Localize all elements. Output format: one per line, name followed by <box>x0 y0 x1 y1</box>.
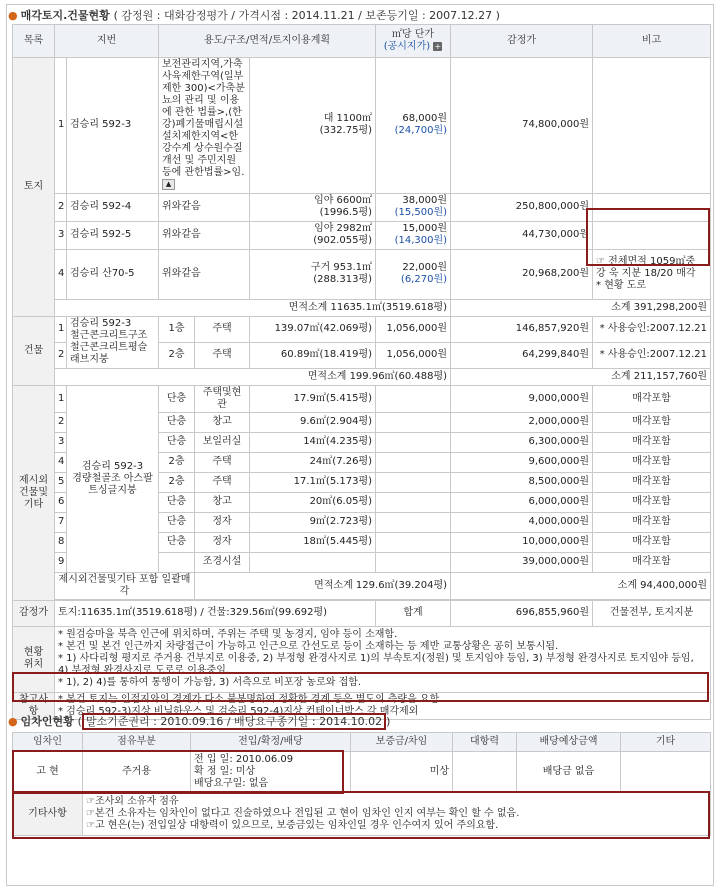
building-note: * 사용승인:2007.12.21 <box>593 316 711 342</box>
building-value: 64,299,840원 <box>451 342 593 368</box>
land-address: 검승리 592-5 <box>67 221 159 249</box>
land-address: 검승리 592-4 <box>67 193 159 221</box>
location-row <box>13 626 711 692</box>
land-note <box>593 193 711 221</box>
land-value: 74,800,000원 <box>451 58 593 194</box>
land-plan: 위와같음 <box>159 249 250 299</box>
appraisal-desc: 토지:11635.1㎡(3519.618평) / 건물:329.56㎡(99.692평) <box>55 600 376 626</box>
tenant-key-dates: 말소기준권리 : 2010.09.16 / 배당요구종기일 : 2014.10.02 <box>82 713 386 730</box>
others-include-note: 제시외건물및기타 포함 일괄매각 <box>55 572 195 599</box>
building-use: 주택 <box>195 342 250 368</box>
tenant-header-dates: 전입/확정/배당 <box>191 733 351 752</box>
tenant-other-label: 기타사항 <box>13 792 83 836</box>
tenant-header-etc: 기타 <box>621 733 711 752</box>
other-row: 8 단층 정자 18㎡(5.445평) 10,000,000원 매각포함 <box>13 532 711 552</box>
appraisal-label: 감정가 <box>13 600 55 626</box>
chevron-up-icon[interactable]: ▲ <box>162 179 175 190</box>
header-unit-price: ㎡당 단가 (공시지가) + <box>376 25 451 58</box>
land-unit-price: 38,000원 (15,500원) <box>376 193 451 221</box>
tenant-other-text: ☞조사외 소유자 점유 ☞본건 소유자는 임차인이 없다고 진술하였으나 전입된 고 현이 임차인 인지 여부는 확인 할 수 없음. ☞고 현은(는) 전입일상 대항력이 있으므로, 보증금있는 임차인일 경우 인수여지 있어 주의요함. <box>83 792 711 836</box>
others-subtotal-row <box>13 572 711 599</box>
tenant-table <box>12 732 711 836</box>
section-subtitle: ( 감정원 : 대화감정평가 / 가격시점 : 2014.11.21 / 보존등기일 : 2007.12.27 ) <box>113 9 500 22</box>
tenant-header-dividend: 배당예상금액 <box>517 733 621 752</box>
section-title-property: ● 매각토지.건물현황 ( 감정원 : 대화감정평가 / 가격시점 : 2014.11.21 / 보존등기일 : 2007.12.27 ) <box>8 9 500 22</box>
building-subtotal-area: 면적소계 199.96㎡(60.488평) <box>55 368 451 385</box>
plus-icon[interactable]: + <box>434 41 442 51</box>
land-value: 44,730,000원 <box>451 221 593 249</box>
building-area: 139.07㎡(42.069평) <box>250 316 376 342</box>
building-value: 146,857,920원 <box>451 316 593 342</box>
others-subtotal-area: 면적소계 129.6㎡(39.204평) <box>195 572 451 599</box>
location-text: * 원검승마을 북측 인근에 위치하며, 주위는 주택 및 농경지, 임야 등이 소재함. * 본건 및 본건 인근까지 차량접근이 가능하고 인근으로 간선도로 등이 소재하는 등 제반 교통상황은 공히 보통시됨. * 1) 사다리형 평지로 주거용 건부지로 이용중, 2) 부정형 완경사지로 1)의 부속토지(정원) 및 토지임야 등임, 3) 부정형 완경사지로 토지임야 등임, 4) 부정형 완경사지로 도로로 이용중임. * 1), 2) 4)를 통하여 통행이 가능함, 3) 서측으로 비포장 농로와 접함. <box>55 626 711 692</box>
other-row: 3 단층 보일러실 14㎡(4.235평) 6,300,000원 매각포함 <box>13 432 711 452</box>
land-address: 검승리 산70-5 <box>67 249 159 299</box>
building-address: 검승리 592-3 철근콘크리트구조 철근콘크리트평슬래브지붕 <box>67 316 159 368</box>
land-row <box>13 221 711 249</box>
property-table <box>12 24 711 720</box>
land-area: 임야 6600㎡ (1996.5평) <box>250 193 376 221</box>
building-area: 60.89㎡(18.419평) <box>250 342 376 368</box>
land-subtotal-row <box>13 299 711 316</box>
location-label: 현황 위치 <box>13 626 55 692</box>
tenant-deposit: 미상 <box>351 752 453 792</box>
header-list: 목록 <box>13 25 55 58</box>
row-number: 2 <box>55 193 67 221</box>
row-number: 1 <box>55 316 67 342</box>
other-row: 제시외 건물및 기타 1 검승리 592-3 경량철골조 아스팔트싱글지붕 단층 주택및현관 17.9㎡(5.415평) 9,000,000원 매각포함 <box>13 385 711 412</box>
building-floor: 1층 <box>159 316 195 342</box>
row-number: 2 <box>55 342 67 368</box>
bullet-icon: ● <box>8 9 18 22</box>
land-unit-price: 15,000원 (14,300원) <box>376 221 451 249</box>
building-subtotal-value: 소계 211,157,760원 <box>451 368 711 385</box>
row-number: 1 <box>55 58 67 194</box>
group-building: 건물 <box>13 316 55 385</box>
tenant-part: 주거용 <box>83 752 191 792</box>
tenant-header-name: 임차인 <box>13 733 83 752</box>
land-value: 250,800,000원 <box>451 193 593 221</box>
land-plan: 위와같음 <box>159 193 250 221</box>
land-area: 임야 2982㎡ (902.055평) <box>250 221 376 249</box>
group-others: 제시외 건물및 기타 <box>13 385 55 600</box>
tenant-row <box>13 752 711 792</box>
section-title-tenant: ● 임차인현황 ( 말소기준권리 : 2010.09.16 / 배당요구종기일 : 2014.10.02 ) <box>8 715 391 728</box>
tenant-dividend: 배당금 없음 <box>517 752 621 792</box>
land-note <box>593 221 711 249</box>
header-remarks: 비고 <box>593 25 711 58</box>
header-appraisal: 감정가 <box>451 25 593 58</box>
tenant-name: 고 현 <box>13 752 83 792</box>
building-floor: 2층 <box>159 342 195 368</box>
row-number: 4 <box>55 249 67 299</box>
appraisal-note: 건물전부, 토지지분 <box>593 600 711 626</box>
land-plan: 위와같음 <box>159 221 250 249</box>
tenant-power <box>453 752 517 792</box>
other-row: 4 2층 주택 24㎡(7.26평) 9,600,000원 매각포함 <box>13 452 711 472</box>
land-row <box>13 193 711 221</box>
land-plan: 보전관리지역,가축사육제한구역(일부제한 300)<가축분뇨의 관리 및 이용에 관한 법률>,(한강)폐기물매립시설 설치제한지역<한강수계 상수원수질개선 및 주민지원 등에 관한법률>임. ▲ <box>159 58 250 194</box>
other-row: 5 2층 주택 17.1㎡(5.173평) 8,500,000원 매각포함 <box>13 472 711 492</box>
building-unit-price: 1,056,000원 <box>376 342 451 368</box>
building-row <box>13 316 711 342</box>
others-subtotal-value: 소계 94,400,000원 <box>451 572 711 599</box>
other-row: 2 단층 창고 9.6㎡(2.904평) 2,000,000원 매각포함 <box>13 412 711 432</box>
other-row: 6 단층 창고 20㎡(6.05평) 6,000,000원 매각포함 <box>13 492 711 512</box>
land-note: ☞ 전체면적 1059㎡중 강 욱 지분 18/20 매각 * 현황 도로 <box>593 249 711 299</box>
bullet-icon: ● <box>8 715 18 728</box>
land-unit-price: 22,000원 (6,270원) <box>376 249 451 299</box>
building-subtotal-row <box>13 368 711 385</box>
appraisal-total: 696,855,960원 <box>451 600 593 626</box>
other-row: 9 조경시설 39,000,000원 매각포함 <box>13 552 711 572</box>
header-address: 지번 <box>55 25 159 58</box>
tenant-header-deposit: 보증금/차임 <box>351 733 453 752</box>
tenant-other-row <box>13 792 711 836</box>
land-address: 검승리 592-3 <box>67 58 159 194</box>
land-row <box>13 249 711 299</box>
group-land: 토지 <box>13 58 55 317</box>
reference-label: 참고사항 <box>13 692 55 719</box>
land-row <box>13 58 711 194</box>
building-unit-price: 1,056,000원 <box>376 316 451 342</box>
reference-text: * 본건 토지는 인접지와의 경계가 다소 불분명하여 정확한 경계 등은 별도의 측량을 요함. * 검승리 592-3)지상 비닐하우스 및 검승리 592-4)지상 컨테이너박스 각 매각제외 <box>55 692 711 719</box>
tenant-etc <box>621 752 711 792</box>
land-value: 20,968,200원 <box>451 249 593 299</box>
building-use: 주택 <box>195 316 250 342</box>
tenant-header-power: 대항력 <box>453 733 517 752</box>
land-area: 대 1100㎡ (332.75평) <box>250 58 376 194</box>
other-row: 7 단층 정자 9㎡(2.723평) 4,000,000원 매각포함 <box>13 512 711 532</box>
appraisal-row <box>13 600 711 626</box>
others-address: 검승리 592-3 경량철골조 아스팔트싱글지붕 <box>67 385 159 572</box>
land-note <box>593 58 711 194</box>
appraisal-total-label: 합계 <box>376 600 451 626</box>
tenant-header-part: 점유부분 <box>83 733 191 752</box>
tenant-dates: 전 입 일: 2010.06.09 확 정 일: 미상 배당요구일: 없음 <box>191 752 351 792</box>
land-subtotal-area: 면적소계 11635.1㎡(3519.618평) <box>55 299 451 316</box>
land-subtotal-value: 소계 391,298,200원 <box>451 299 711 316</box>
row-number: 3 <box>55 221 67 249</box>
header-usage: 용도/구조/면적/토지이용계획 <box>159 25 376 58</box>
land-unit-price: 68,000원 (24,700원) <box>376 58 451 194</box>
building-note: * 사용승인:2007.12.21 <box>593 342 711 368</box>
land-area: 구거 953.1㎡ (288.313평) <box>250 249 376 299</box>
